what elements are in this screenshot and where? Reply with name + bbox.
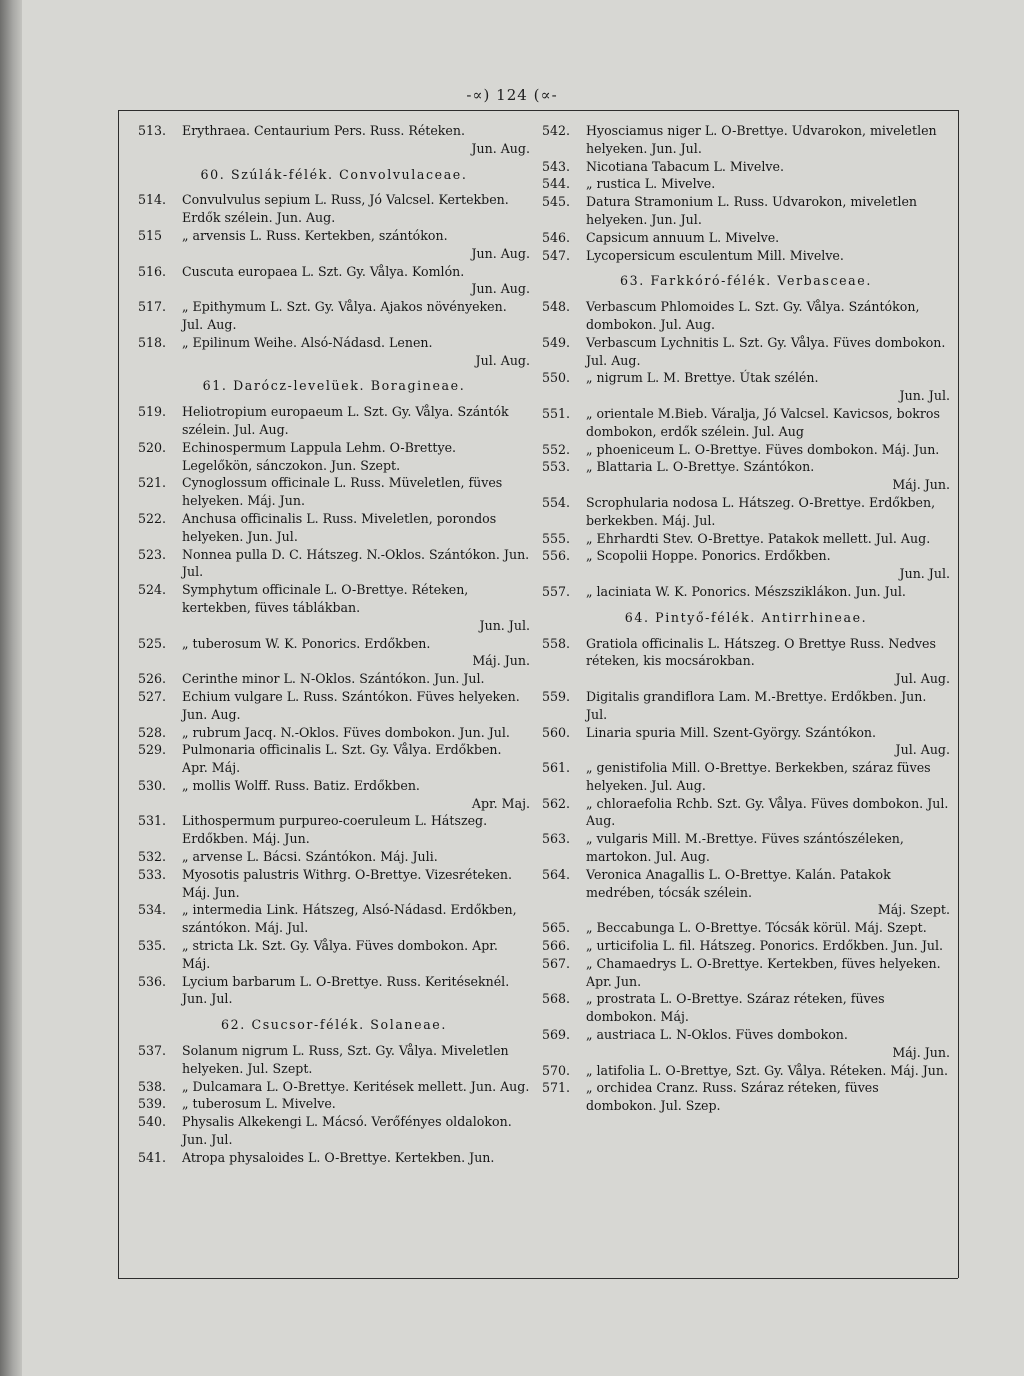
entry-number: 543. <box>542 158 571 174</box>
entry-number: 537. <box>138 1043 167 1059</box>
entry-text: Echium vulgare L. Russ. Szántókon. Füves helyeken. Jun. Aug. <box>182 688 520 722</box>
species-entry <box>138 741 530 777</box>
species-entry <box>138 227 530 263</box>
entry-text: „ latifolia L. O-Brettye, Szt. Gy. Vålya. Réteken. Máj. Jun. <box>586 1062 948 1078</box>
entry-text: Digitalis grandiflora Lam. M.-Brettye. Erdőkben. Jun. Jul. <box>586 688 927 722</box>
entry-text: „ Dulcamara L. O-Brettye. Keritések mellett. Jun. Aug. <box>182 1078 530 1094</box>
entry-number: 565. <box>542 920 571 936</box>
entry-text: Myosotis palustris Withrg. O-Brettye. Vizesréteken. Máj. Jun. <box>182 866 513 900</box>
entry-text: „ stricta Lk. Szt. Gy. Vålya. Füves dombokon. Apr. Máj. <box>182 938 498 971</box>
entry-text: „ phoeniceum L. O-Brettye. Füves dombokon. Máj. Jun. <box>586 441 940 457</box>
entry-text: „ prostrata L. O-Brettye. Száraz réteken, füves dombokon. Máj. <box>586 991 885 1025</box>
entry-text: „ urticifolia L. fil. Hátszeg. Ponorics. Erdőkben. Jun. Jul. <box>586 938 944 954</box>
entry-text: „ tuberosum L. Mivelve. <box>182 1096 336 1112</box>
entry-text: Erythraea. Centaurium Pers. Russ. Réteken. <box>182 123 466 138</box>
entry-dates: Jul. Aug. <box>895 671 950 687</box>
entry-text: „ rubrum Jacq. N.-Oklos. Füves dombokon. Jun. Jul. <box>182 724 510 740</box>
entry-text: Symphytum officinale L. O-Brettye. Réteken, kertekben, füves táblákban. <box>182 582 469 615</box>
species-entry <box>138 688 530 724</box>
entry-number: 539. <box>138 1096 167 1112</box>
entry-number: 541. <box>138 1149 167 1165</box>
entry-dates: Máj. Jun. <box>892 1044 950 1060</box>
species-entry <box>542 441 950 459</box>
species-entry <box>138 866 530 902</box>
entry-text: „ orchidea Cranz. Russ. Száraz réteken, füves dombokon. Jul. Szep. <box>586 1080 879 1114</box>
entry-number: 518. <box>138 334 167 350</box>
entry-number: 528. <box>138 724 167 740</box>
entry-number: 519. <box>138 404 167 420</box>
entry-number: 515 <box>138 227 163 243</box>
entry-text: „ Ehrhardti Stev. O-Brettye. Patakok mellett. Jul. Aug. <box>586 530 931 546</box>
entry-dates: Jun. Aug. <box>471 281 530 297</box>
species-entry <box>542 795 950 831</box>
entry-number: 552. <box>542 441 571 457</box>
entry-text: Linaria spuria Mill. Szent-György. Szántókon. <box>586 724 877 740</box>
page-number-value: 124 <box>496 86 528 104</box>
entry-number: 516. <box>138 263 167 279</box>
entry-number: 529. <box>138 742 167 758</box>
entry-dates: Máj. Jun. <box>892 477 950 493</box>
entry-number: 536. <box>138 973 167 989</box>
species-entry <box>542 635 950 688</box>
entry-dates: Jun. Aug. <box>471 140 530 156</box>
entry-number: 550. <box>542 370 571 386</box>
entry-text: Cuscuta europaea L. Szt. Gy. Vålya. Komlón. <box>182 263 465 279</box>
species-entry <box>542 1079 950 1115</box>
entry-number: 571. <box>542 1080 571 1096</box>
entry-number: 569. <box>542 1027 571 1043</box>
species-entry <box>138 1149 530 1167</box>
species-entry <box>138 973 530 1009</box>
entry-text: „ rustica L. Mivelve. <box>586 176 716 192</box>
entry-number: 517. <box>138 299 167 315</box>
entry-text: Verbascum Lychnitis L. Szt. Gy. Vålya. Füves dombokon. Jul. Aug. <box>586 334 946 368</box>
species-entry <box>138 724 530 742</box>
species-entry <box>138 546 530 582</box>
entry-number: 538. <box>138 1078 167 1094</box>
species-entry <box>542 229 950 247</box>
species-entry <box>542 458 950 494</box>
entry-dates: Máj. Szept. <box>877 902 950 918</box>
species-entry <box>138 1078 530 1096</box>
entry-text: „ Blattaria L. O-Brettye. Szántókon. <box>586 459 815 475</box>
species-entry <box>542 955 950 991</box>
species-entry <box>138 1042 530 1078</box>
entry-text: „ Epilinum Weihe. Alsó-Nádasd. Lenen. <box>182 334 433 350</box>
species-entry <box>138 777 530 813</box>
species-entry <box>138 937 530 973</box>
entry-number: 526. <box>138 671 167 687</box>
species-entry <box>542 1062 950 1080</box>
entry-text: „ chloraefolia Rchb. Szt. Gy. Vålya. Füves dombokon. Jul. Aug. <box>586 795 949 829</box>
entry-number: 514. <box>138 192 167 208</box>
entry-number: 535. <box>138 938 167 954</box>
species-entry <box>138 403 530 439</box>
entry-dates: Máj. Jun. <box>472 653 530 669</box>
entry-text: „ laciniata W. K. Ponorics. Mészsziklákon. Jun. Jul. <box>586 583 906 599</box>
entry-number: 559. <box>542 688 571 704</box>
entry-text: Nonnea pulla D. C. Hátszeg. N.-Oklos. Szántókon. Jun. Jul. <box>182 546 530 580</box>
entry-number: 563. <box>542 831 571 847</box>
entry-number: 561. <box>542 760 571 776</box>
entry-dates: Jun. Jul. <box>479 617 530 633</box>
entry-text: Physalis Alkekengi L. Mácsó. Verőfényes oldalokon. Jun. Jul. <box>182 1114 512 1148</box>
entry-text: „ mollis Wolff. Russ. Batiz. Erdőkben. <box>182 777 420 793</box>
species-entry <box>542 1026 950 1062</box>
entry-number: 525. <box>138 635 167 651</box>
species-entry <box>542 405 950 441</box>
species-entry <box>542 990 950 1026</box>
species-entry <box>542 175 950 193</box>
entry-text: „ genistifolia Mill. O-Brettye. Berkekben, száraz füves helyeken. Jul. Aug. <box>586 760 931 793</box>
species-entry <box>138 298 530 334</box>
entry-number: 520. <box>138 439 167 455</box>
entry-text: Atropa physaloides L. O-Brettye. Kertekben. Jun. <box>182 1149 495 1165</box>
section-heading: 64. Pintyő-félék. Antirrhineae. <box>624 609 868 625</box>
entry-number: 549. <box>542 334 571 350</box>
species-entry <box>138 1113 530 1149</box>
species-entry <box>138 901 530 937</box>
entry-number: 568. <box>542 991 571 1007</box>
entry-number: 554. <box>542 494 571 510</box>
species-entry <box>542 724 950 760</box>
page-number-ornament-right: (∝- <box>533 86 558 104</box>
right-column <box>542 122 950 1115</box>
species-entry <box>138 812 530 848</box>
species-entry <box>138 848 530 866</box>
entry-number: 545. <box>542 194 571 210</box>
species-entry <box>542 494 950 530</box>
species-entry <box>542 547 950 583</box>
entry-text: Lycopersicum esculentum Mill. Mivelve. <box>586 247 844 263</box>
species-entry <box>542 530 950 548</box>
species-entry <box>138 334 530 370</box>
book-binding-edge <box>0 0 22 1376</box>
species-entry <box>542 830 950 866</box>
entry-number: 527. <box>138 688 167 704</box>
entry-dates: Jun. Aug. <box>471 245 530 261</box>
entry-text: Veronica Anagallis L. O-Brettye. Kalán. Patakok medrében, tócsák szélein. <box>586 866 891 900</box>
entry-text: Anchusa officinalis L. Russ. Miveletlen, porondos helyeken. Jun. Jul. <box>182 510 497 544</box>
entry-number: 524. <box>138 582 167 598</box>
species-entry <box>138 1095 530 1113</box>
entry-number: 521. <box>138 475 167 491</box>
entry-text: Lycium barbarum L. O-Brettye. Russ. Keritéseknél. Jun. Jul. <box>182 973 510 1007</box>
species-entry <box>542 688 950 724</box>
entry-number: 557. <box>542 583 571 599</box>
frame-rule-right <box>958 110 959 1278</box>
section-heading: 63. Farkkóró-félék. Verbasceae. <box>620 273 872 289</box>
entry-text: Lithospermum purpureo-coeruleum L. Hátszeg. Erdőkben. Máj. Jun. <box>182 813 488 847</box>
entry-number: 548. <box>542 299 571 315</box>
entry-text: Heliotropium europaeum L. Szt. Gy. Vålya. Szántók szélein. Jul. Aug. <box>182 404 509 437</box>
entry-number: 533. <box>138 866 167 882</box>
species-entry <box>138 510 530 546</box>
entry-text: Pulmonaria officinalis L. Szt. Gy. Vålya. Erdőkben. Apr. Máj. <box>182 742 502 776</box>
entry-text: Hyosciamus niger L. O-Brettye. Udvarokon, miveletlen helyeken. Jun. Jul. <box>586 123 937 156</box>
species-entry <box>542 759 950 795</box>
entry-number: 564. <box>542 866 571 882</box>
entry-dates: Jul. Aug. <box>475 352 530 368</box>
entry-text: Echinospermum Lappula Lehm. O-Brettye. Legelőkön, sánczokon. Jun. Szept. <box>182 439 457 473</box>
entry-text: Cynoglossum officinale L. Russ. Müveletlen, füves helyeken. Máj. Jun. <box>182 475 503 509</box>
frame-rule-left <box>118 110 119 1278</box>
entry-number: 551. <box>542 405 571 421</box>
entry-number: 544. <box>542 176 571 192</box>
entry-dates: Jul. Aug. <box>895 742 950 758</box>
entry-number: 570. <box>542 1062 571 1078</box>
entry-number: 513. <box>138 123 167 138</box>
species-entry <box>138 439 530 475</box>
entry-text: Convulvulus sepium L. Russ, Jó Valcsel. Kertekben. Erdők szélein. Jun. Aug. <box>182 192 509 226</box>
frame-rule-top <box>118 110 958 111</box>
species-entry <box>542 866 950 919</box>
species-entry <box>138 474 530 510</box>
species-entry <box>138 581 530 634</box>
entry-text: „ vulgaris Mill. M.-Brettye. Füves szántószéleken, martokon. Jul. Aug. <box>586 831 904 865</box>
entry-number: 532. <box>138 849 167 865</box>
entry-text: Capsicum annuum L. Mivelve. <box>586 229 780 245</box>
species-entry <box>542 583 950 601</box>
species-entry <box>138 122 530 158</box>
entry-number: 555. <box>542 530 571 546</box>
species-entry <box>138 635 530 671</box>
entry-number: 567. <box>542 955 571 971</box>
species-entry <box>542 298 950 334</box>
entry-dates: Jun. Jul. <box>899 388 950 404</box>
entry-number: 558. <box>542 635 571 651</box>
entry-number: 556. <box>542 548 571 564</box>
frame-rule-bottom <box>118 1278 958 1279</box>
section-heading: 60. Szúlák-félék. Convolvulaceae. <box>200 166 468 182</box>
entry-text: „ tuberosum W. K. Ponorics. Erdőkben. <box>182 635 431 651</box>
entry-text: „ Scopolii Hoppe. Ponorics. Erdőkben. <box>586 548 831 564</box>
entry-number: 546. <box>542 229 571 245</box>
section-heading: 62. Csucsor-félék. Solaneae. <box>221 1017 447 1033</box>
entry-text: Scrophularia nodosa L. Hátszeg. O-Brettye. Erdőkben, berkekben. Máj. Jul. <box>586 494 936 528</box>
entry-text: „ Chamaedrys L. O-Brettye. Kertekben, füves helyeken. Apr. Jun. <box>586 955 941 989</box>
entry-dates: Jun. Jul. <box>899 566 950 582</box>
species-entry <box>542 937 950 955</box>
entry-number: 522. <box>138 510 167 526</box>
entry-number: 542. <box>542 123 571 138</box>
entry-text: „ arvense L. Bácsi. Szántókon. Máj. Juli. <box>182 849 438 865</box>
page-number-ornament-left: -∝) <box>466 86 491 104</box>
entry-text: „ nigrum L. M. Brettye. Útak szélén. <box>586 370 819 386</box>
species-entry <box>138 670 530 688</box>
species-entry <box>542 158 950 176</box>
entry-number: 560. <box>542 724 571 740</box>
species-entry <box>542 369 950 405</box>
entry-number: 531. <box>138 813 167 829</box>
species-entry <box>542 334 950 370</box>
entry-number: 523. <box>138 546 167 562</box>
entry-text: Nicotiana Tabacum L. Mivelve. <box>586 158 784 174</box>
entry-number: 534. <box>138 902 167 918</box>
entry-number: 562. <box>542 795 571 811</box>
entry-dates: Apr. Maj. <box>471 795 530 811</box>
entry-text: „ Epithymum L. Szt. Gy. Vålya. Ajakos növényeken. Jul. Aug. <box>182 299 507 332</box>
species-entry <box>542 247 950 265</box>
species-entry <box>542 919 950 937</box>
entry-text: „ austriaca L. N-Oklos. Füves dombokon. <box>586 1027 848 1043</box>
section-heading: 61. Darócz-levelüek. Boragineae. <box>202 378 466 394</box>
entry-text: Solanum nigrum L. Russ, Szt. Gy. Vålya. Miveletlen helyeken. Jul. Szept. <box>182 1043 509 1076</box>
entry-text: Gratiola officinalis L. Hátszeg. O Brettye Russ. Nedves réteken, kis mocsárokban. <box>586 635 936 669</box>
entry-number: 530. <box>138 777 167 793</box>
entry-text: „ arvensis L. Russ. Kertekben, szántókon. <box>182 227 448 243</box>
entry-number: 566. <box>542 938 571 954</box>
entry-number: 540. <box>138 1114 167 1130</box>
entry-text: Verbascum Phlomoides L. Szt. Gy. Vålya. Szántókon, dombokon. Jul. Aug. <box>586 299 920 332</box>
page-number <box>0 86 1024 104</box>
species-entry <box>138 263 530 299</box>
species-entry <box>542 193 950 229</box>
entry-text: „ intermedia Link. Hátszeg, Alsó-Nádasd. Erdőkben, szántókon. Máj. Jul. <box>182 902 517 936</box>
entry-number: 547. <box>542 247 571 263</box>
left-column <box>138 122 530 1167</box>
entry-text: Cerinthe minor L. N-Oklos. Szántókon. Jun. Jul. <box>182 671 485 687</box>
entry-text: Datura Stramonium L. Russ. Udvarokon, miveletlen helyeken. Jun. Jul. <box>586 194 918 227</box>
entry-text: „ orientale M.Bieb. Váralja, Jó Valcsel. Kavicsos, bokros dombokon, erdők szélein. Jul. Aug <box>586 405 940 439</box>
entry-number: 553. <box>542 459 571 475</box>
entry-text: „ Beccabunga L. O-Brettye. Tócsák körül. Máj. Szept. <box>586 920 927 936</box>
species-entry <box>542 122 950 158</box>
species-entry <box>138 191 530 227</box>
